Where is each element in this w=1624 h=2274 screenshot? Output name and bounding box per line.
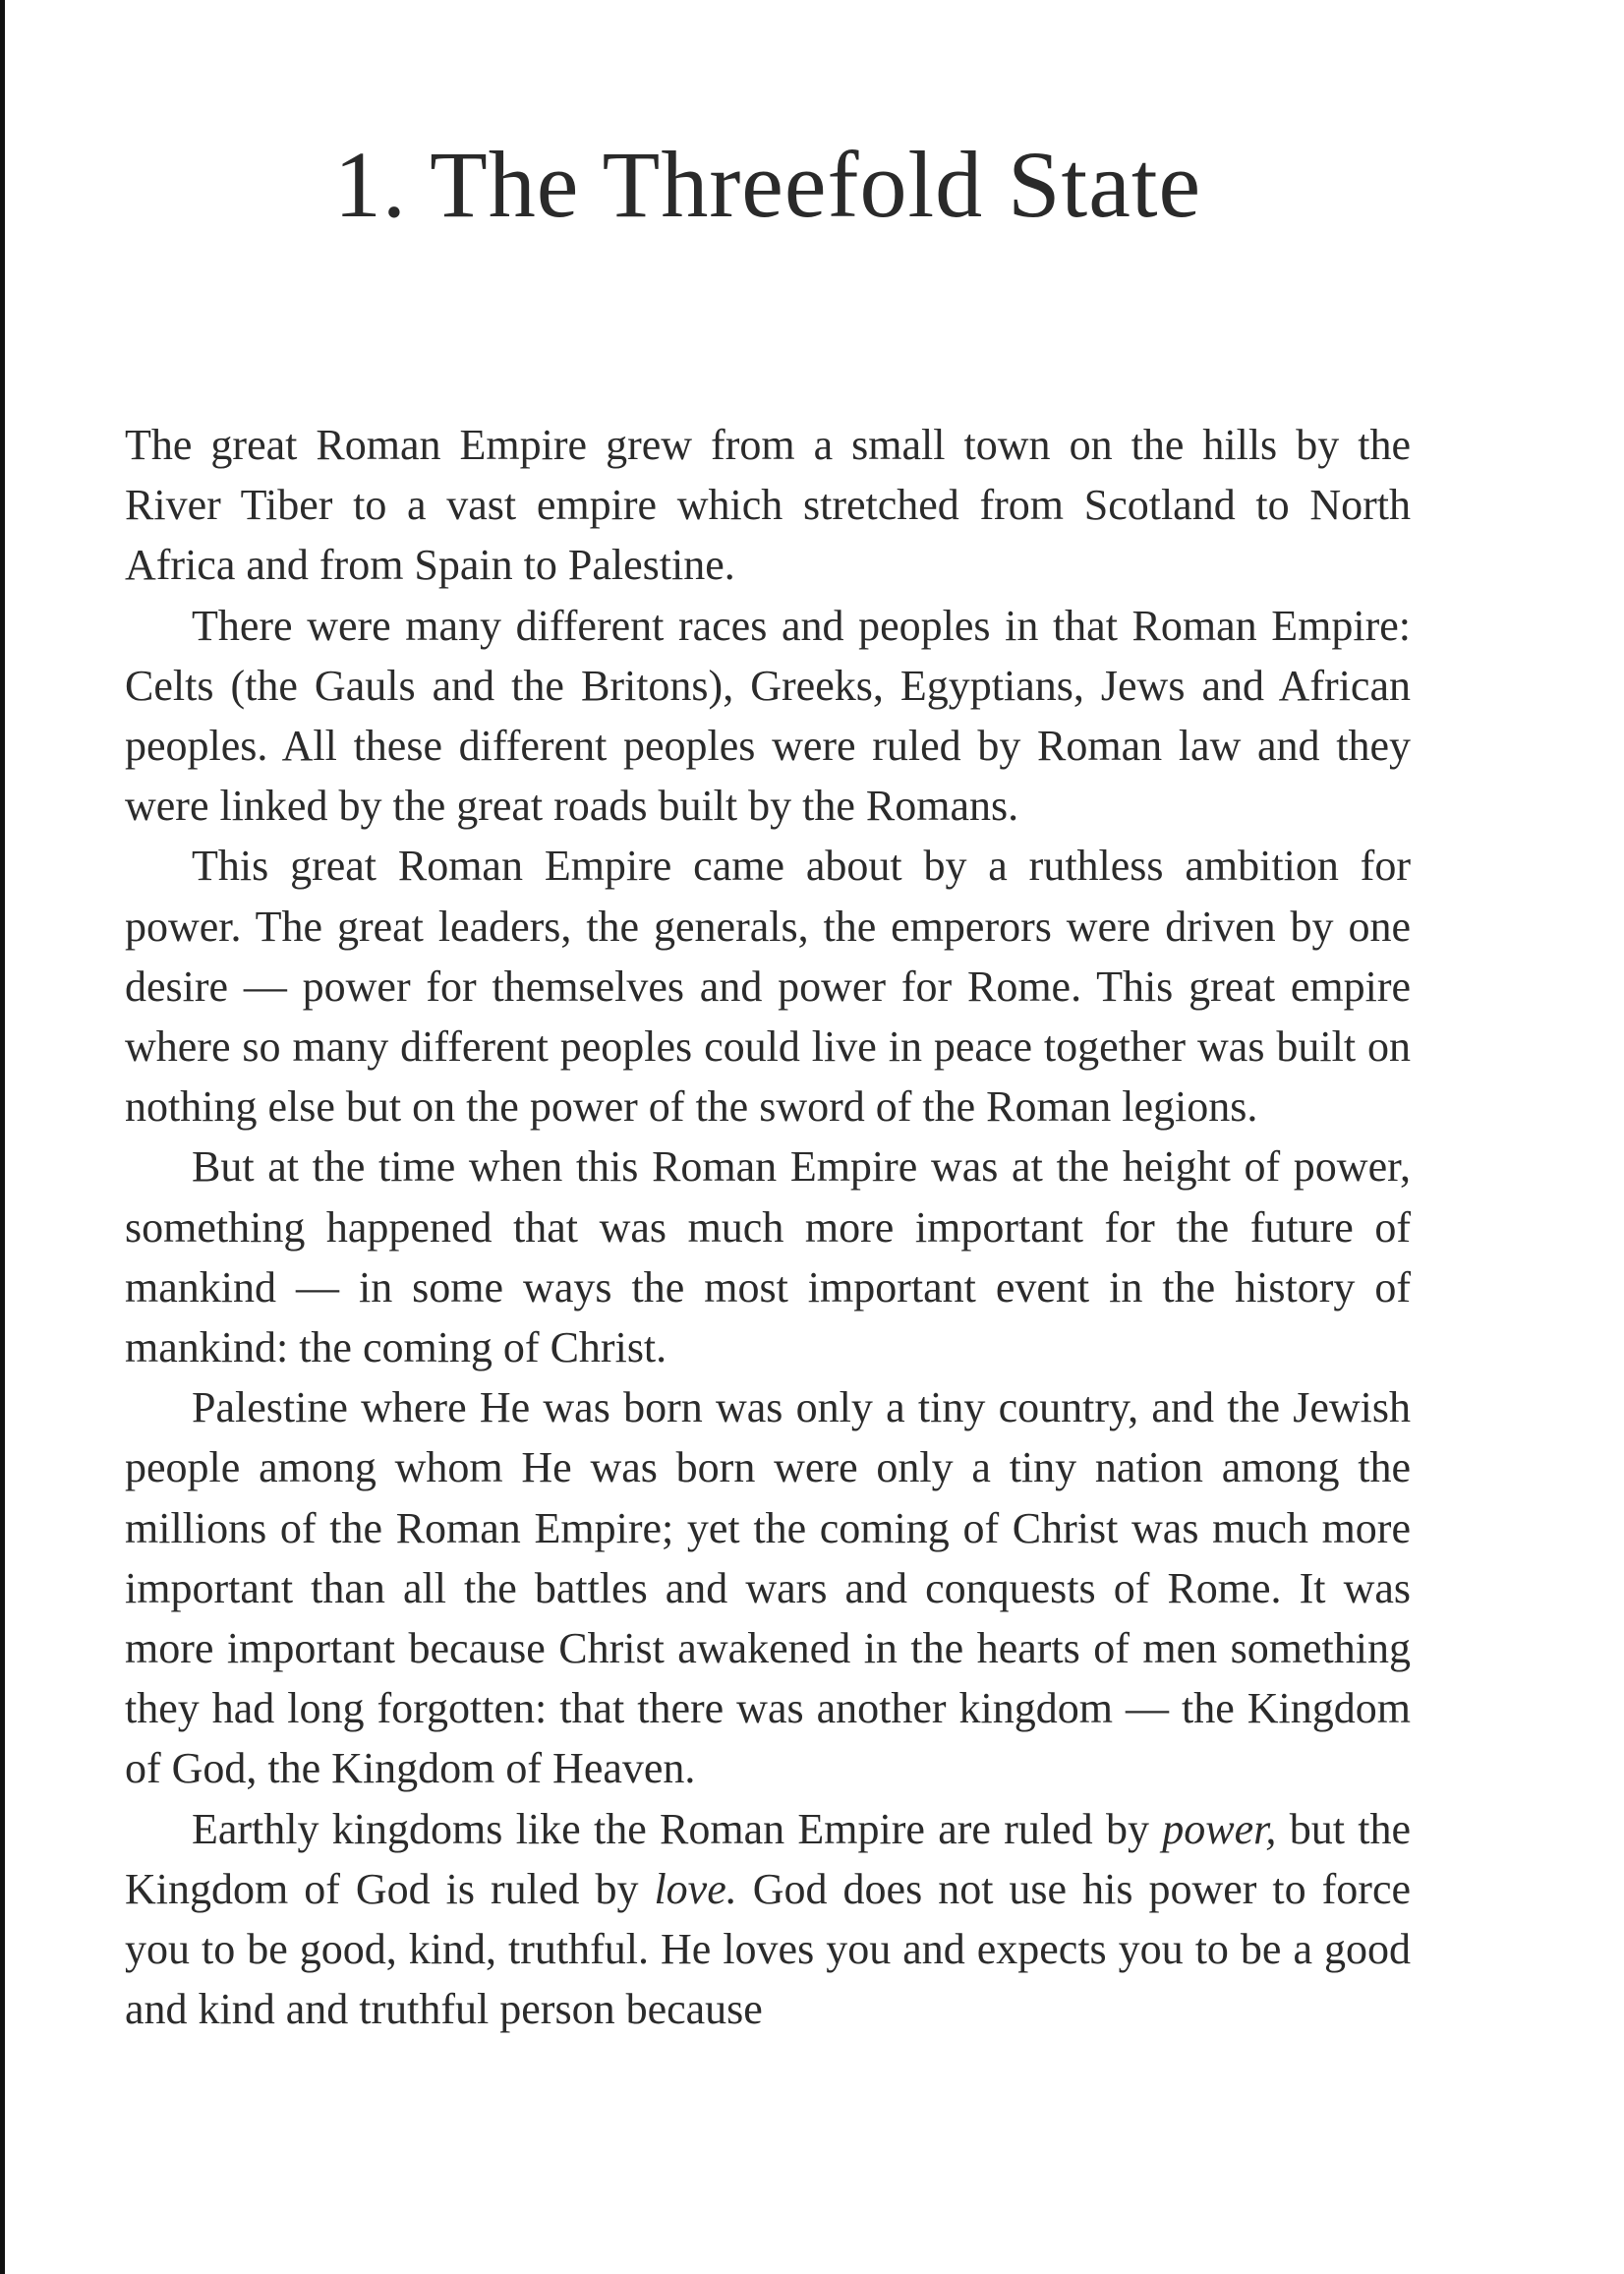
paragraph-1: The great Roman Empire grew from a small town on the hills by the River Tiber to a vast empire which stretched from Scotland to North Africa and from Spain to Palestine. (125, 421, 1411, 590)
book-page (125, 0, 1411, 2274)
chapter-body (125, 415, 1411, 2039)
paragraph-4: But at the time when this Roman Empire was at the height of power, something happened that was much more important for the future of mankind — in some ways the most important event in the history of mankind: the coming of Christ. (125, 1142, 1411, 1372)
paragraph-2: There were many different races and peoples in that Roman Empire: Celts (the Gauls and the Britons), Greeks, Egyptians, Jews and African peoples. All these different peoples were ruled by Roman law and they were linked by the great roads built by the Romans. (125, 601, 1411, 831)
paragraph-5: Palestine where He was born was only a tiny country, and the Jewish people among whom He was born were only a tiny nation among the millions of the Roman Empire; yet the coming of Christ was much more important than all the battles and wars and conquests of Rome. It was more important because Christ awakened in the hearts of men something they had long forgotten: that there was another kingdom — the Kingdom of God, the Kingdom of Heaven. (125, 1383, 1411, 1793)
chapter-title: 1. The Threefold State (333, 132, 1202, 237)
paragraph-6-text-a: Earthly kingdoms like the Roman Empire are ruled by (192, 1804, 1163, 1853)
paragraph-6-text-c: God does not use his power to force you to be good, kind, truthful. He loves you and expects you to be a good and kind and truthful person because (125, 1864, 1411, 2034)
emphasis-love: love. (654, 1864, 737, 1913)
emphasis-power: power, (1162, 1804, 1277, 1853)
paragraph-6-text-b: but the Kingdom of God is ruled by (125, 1804, 1411, 1913)
paragraph-6 (125, 1799, 1411, 2040)
paragraph-3: This great Roman Empire came about by a ruthless ambition for power. The great leaders, the generals, the emperors were driven by one desire — power for themselves and power for Rome. This great empire where so many different peoples could live in peace together was built on nothing else but on the power of the sword of the Roman legions. (125, 842, 1411, 1132)
page-edge-rule (0, 0, 5, 2274)
